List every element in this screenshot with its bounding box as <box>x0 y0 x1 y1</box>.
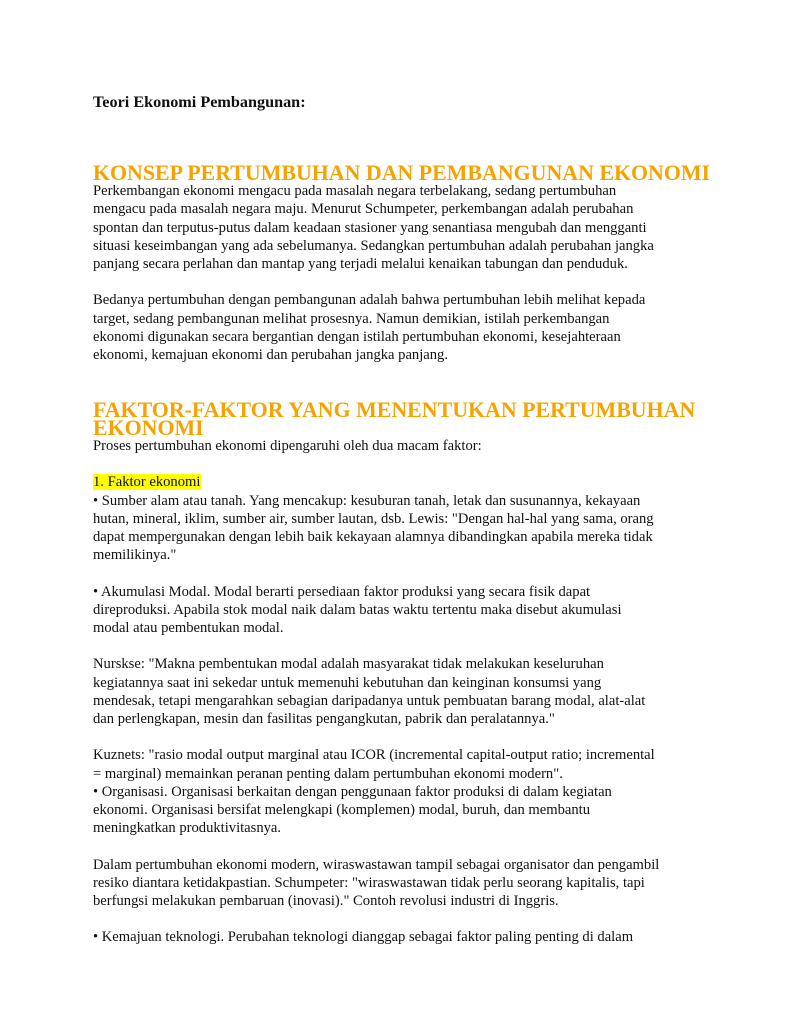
paragraph-teknologi <box>93 928 713 946</box>
paragraph-tanah <box>93 492 713 565</box>
section-heading-faktor: FAKTOR-FAKTOR YANG MENENTUKAN PERTUMBUHAN EKONOMI <box>93 396 696 440</box>
text-line: modal atau pembentukan modal. <box>93 620 284 637</box>
text-line: target, sedang pembangunan melihat prosesnya. Namun demikian, istilah perkembangan <box>93 310 610 327</box>
paragraph-kuznets <box>93 746 713 837</box>
text-line: • Sumber alam atau tanah. Yang mencakup: kesuburan tanah, letak dan susunannya, kekayaan <box>93 492 641 509</box>
highlighted-factor-label: 1. Faktor ekonomi <box>93 474 201 491</box>
document-body <box>93 92 713 947</box>
text-line: ekonomi. Organisasi bersifat melengkapi (komplemen) modal, buruh, dan membantu <box>93 802 591 819</box>
text-line: mengacu pada masalah negara maju. Menurut Schumpeter, perkembangan adalah perubahan <box>93 201 634 218</box>
text-line: resiko diantara ketidakpastian. Schumpeter: "wiraswastawan tidak perlu seorang kapitalis, tapi <box>93 874 645 891</box>
text-line: kegiatannya saat ini sekedar untuk memenuhi kebutuhan dan keinginan konsumsi yang <box>93 674 602 691</box>
text-line: ekonomi, kemajuan ekonomi dan perubahan jangka panjang. <box>93 347 449 364</box>
document-title: Teori Ekonomi Pembangunan: <box>93 93 306 111</box>
text-line: • Akumulasi Modal. Modal berarti persediaan faktor produksi yang secara fisik dapat <box>93 583 591 600</box>
text-line: = marginal) memainkan peranan penting dalam pertumbuhan ekonomi modern". <box>93 765 563 782</box>
text-line: panjang secara perlahan dan mantap yang terjadi melalui kenaikan tabungan dan penduduk. <box>93 256 628 273</box>
text-line: ekonomi digunakan secara bergantian dengan istilah pertumbuhan ekonomi, kesejahteraan <box>93 328 621 345</box>
text-line: Nurskse: "Makna pembentukan modal adalah masyarakat tidak melakukan keseluruhan <box>93 656 604 673</box>
text-line: • Organisasi. Organisasi berkaitan dengan penggunaan faktor produksi di dalam kegiatan <box>93 783 612 800</box>
paragraph-intro: Proses pertumbuhan ekonomi dipengaruhi oleh dua macam faktor: <box>93 438 482 455</box>
text-line: direproduksi. Apabila stok modal naik dalam batas waktu tertentu maka disebut akumulasi <box>93 601 622 618</box>
text-line: meningkatkan produktivitasnya. <box>93 820 282 837</box>
text-line: Bedanya pertumbuhan dengan pembangunan adalah bahwa pertumbuhan lebih melihat kepada <box>93 292 646 309</box>
text-line: hutan, mineral, iklim, sumber air, sumber lautan, dsb. Lewis: "Dengan hal-hal yang sama, orang <box>93 510 654 527</box>
paragraph-bedanya <box>93 291 713 364</box>
paragraph-wiraswasta <box>93 856 713 911</box>
text-line: dan perlengkapan, mesin dan fasilitas pengangkutan, pabrik dan peralatannya." <box>93 711 555 728</box>
text-line: berfungsi melakukan pembaruan (inovasi)." Contoh revolusi industri di Inggris. <box>93 893 559 910</box>
paragraph-perkembangan <box>93 182 713 273</box>
paragraph-nurskse <box>93 655 713 728</box>
text-line: situasi keseimbangan yang ada sebelumanya. Sedangkan pertumbuhan adalah perubahan jangka <box>93 237 654 254</box>
text-line: Kuznets: "rasio modal output marginal atau ICOR (incremental capital-output ratio; incremental <box>93 747 655 764</box>
text-line: spontan dan terputus-putus dalam keadaan stasioner yang senantiasa mengubah dan mengganti <box>93 219 647 236</box>
text-line: • Kemajuan teknologi. Perubahan teknologi dianggap sebagai faktor paling penting di dalam <box>93 929 634 946</box>
text-line: Perkembangan ekonomi mengacu pada masalah negara terbelakang, sedang pertumbuhan <box>93 183 617 200</box>
text-line: mendesak, tetapi mengarahkan sebagian daripadanya untuk pembuatan barang modal, alat-alat <box>93 692 646 709</box>
paragraph-modal <box>93 583 713 638</box>
text-line: memilikinya." <box>93 547 177 564</box>
text-line: dapat mempergunakan dengan lebih baik kekayaan alamnya dibandingkan apabila mereka tidak <box>93 529 653 546</box>
text-line: Dalam pertumbuhan ekonomi modern, wiraswastawan tampil sebagai organisator dan pengambil <box>93 856 660 873</box>
factor-label <box>93 473 713 491</box>
section-heading-konsep: KONSEP PERTUMBUHAN DAN PEMBANGUNAN EKONOMI <box>93 160 711 185</box>
